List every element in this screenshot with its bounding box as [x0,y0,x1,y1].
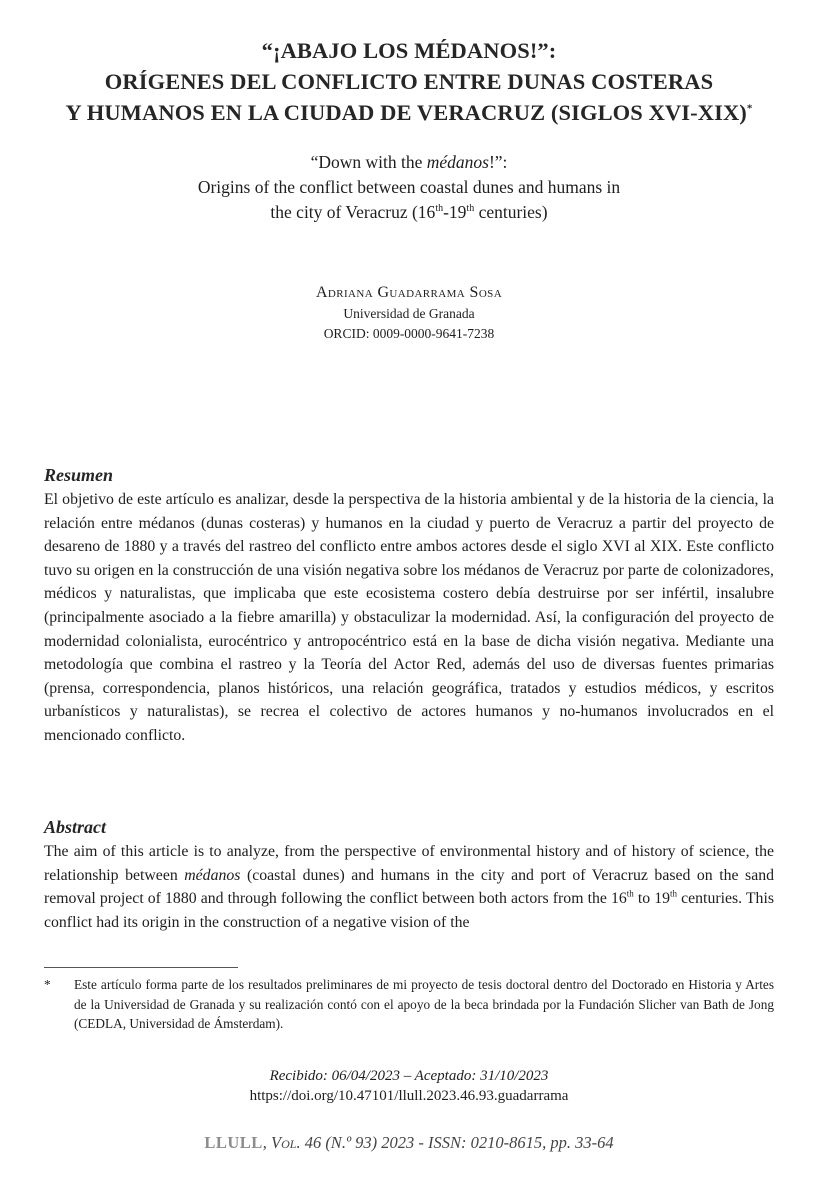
subtitle-superscript: th [466,203,475,215]
doi-link[interactable]: https://doi.org/10.47101/llull.2023.46.93.guadarrama [249,1088,569,1104]
abstract-emphasis: médanos [184,866,241,884]
journal-footer [60,1131,758,1155]
english-subtitle [30,150,788,225]
resumen-section [44,462,774,748]
subtitle-text: !”: [488,152,508,172]
abstract-text: (coastal dunes) and humans in the city and port of Veracruz based on the sand removal project of 1880 and through following the conflict between both actors from the 16 [44,866,775,908]
footnote-marker: * [44,977,51,992]
subtitle-line-3 [30,200,788,225]
subtitle-line-2: Origins of the conflict between coastal dunes and humans in [197,177,621,197]
subtitle-text: the city of Veracruz (16 [270,202,436,222]
author-orcid: ORCID: 0009-0000-9641-7238 [323,326,495,341]
subtitle-text: “Down with the [310,152,427,172]
subtitle-line-1 [30,150,788,175]
subtitle-text: -19 [443,202,467,222]
resumen-heading: Resumen [44,465,114,485]
journal-logo: LLULL [204,1133,263,1152]
title-line-2: ORÍGENES DEL CONFLICTO ENTRE DUNAS COSTERAS [104,69,714,94]
resumen-body: El objetivo de este artículo es analizar, desde la perspectiva de la historia ambiental y de la historia de la ciencia, la relación entre médanos (dunas costeras) y humanos en la ciudad y puerto de Veracruz a partir del proyecto de desareno de 1880 y a través del rastreo del conflicto entre ambos actores desde el siglo XVI al XIX. Este conflicto tuvo su origen en la construcción de una visión negativa sobre los médanos de Veracruz por parte de colonizadores, médicos y naturalistas, que implicaba que este ecosistema costero debía destruirse por ser infértil, insalubre (principalmente asociado a la fiebre amarilla) y obstaculizar la modernidad. Así, la configuración del proyecto de modernidad colonialista, eurocéntrico y antropocéntrico está en la base de dicha visión negativa. Mediante una metodología que combina el rastreo y la Teoría del Actor Red, además del uso de diversas fuentes primarias (prensa, correspondencia, planos históricos, una relación geográfica, tratados y estudios médicos, y escritos urbanísticos y naturalistas), se recrea el colectivo de actores humanos y no-humanos involucrados en el mencionado conflicto. [44,491,774,744]
abstract-text: The aim of this article is to analyze, from the perspective of environmental history and of history of science, the relationship between [44,843,774,884]
title-line-3-text: Y HUMANOS EN LA CIUDAD DE VERACRUZ (SIGLOS XVI-XIX) [65,100,747,125]
abstract-text: to 19 [633,890,671,908]
abstract-superscript: th [670,888,678,899]
footnote-divider [44,967,238,968]
received-block [100,1066,718,1106]
author-name: Adriana Guadarrama Sosa [315,284,503,301]
footnote [44,975,774,1034]
title-line-1: “¡ABAJO LOS MÉDANOS!”: [261,38,557,63]
abstract-text: centuries. This conflict had its origin in the construction of a negative vision of the [44,890,774,931]
subtitle-emphasis: médanos [426,152,489,172]
author-block [100,282,718,344]
journal-volume-label: , Vol [262,1133,297,1152]
article-title [20,35,798,128]
received-accepted-dates: Recibido: 06/04/2023 – Aceptado: 31/10/2023 [269,1068,549,1084]
subtitle-text: centuries) [474,202,548,222]
abstract-body [44,840,774,934]
abstract-heading: Abstract [44,817,107,837]
subtitle-superscript: th [435,203,444,215]
author-affiliation: Universidad de Granada [343,306,475,321]
abstract-superscript: th [626,888,634,899]
footnote-text: Este artículo forma parte de los resultados preliminares de mi proyecto de tesis doctoral dentro del Doctorado en Historia y Artes de la Universidad de Granada y su realización contó con el apoyo de la beca brindada por la Fundación Slicher van Bath de Jong (CEDLA, Universidad de Ámsterdam). [74,977,774,1031]
abstract-section [44,814,774,934]
journal-citation: . 46 (N.º 93) 2023 - ISSN: 0210-8615, pp. 33-64 [296,1133,614,1152]
title-footnote-marker: * [746,102,753,115]
title-line-3 [20,97,798,128]
